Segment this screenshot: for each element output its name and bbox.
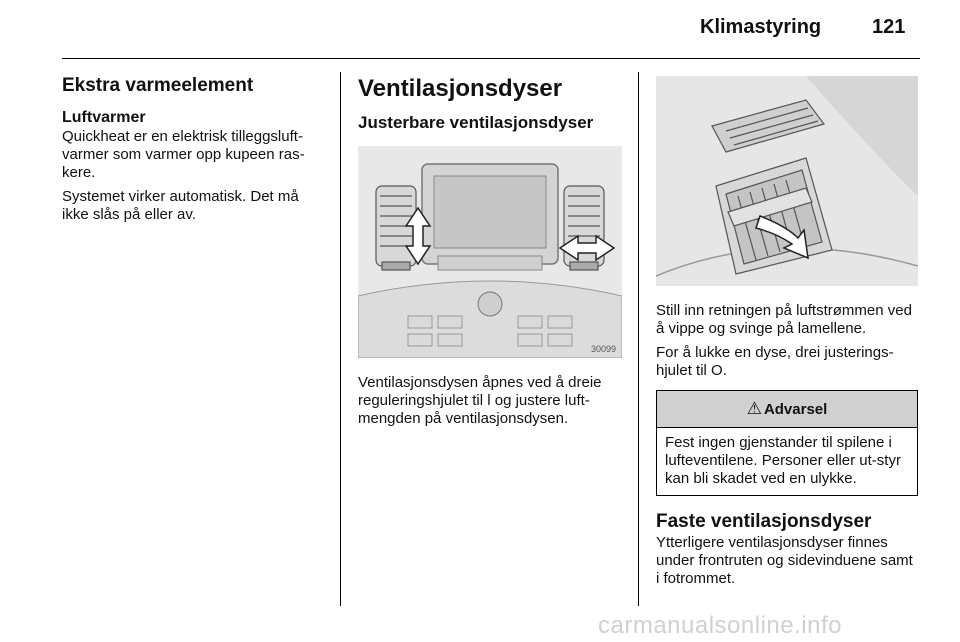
column-divider-1 — [340, 72, 341, 606]
section-heading: Ekstra varmeelement — [62, 75, 254, 96]
warning-triangle-icon: ⚠ — [746, 399, 762, 418]
section-heading: Ventilasjonsdyser — [358, 75, 563, 102]
subsection-heading: Justerbare ventilasjonsdyser — [358, 113, 594, 132]
paragraph: Ytterligere ventilasjonsdyser finnes under frontruten og sidevinduene samt i fotrommet. — [656, 534, 913, 587]
column-3-text-bottom — [656, 510, 920, 594]
warning-text: Fest ingen gjenstander til spilene i lufteventilene. Personer eller ut-styr kan bli skadet ved en ulykke. — [665, 434, 901, 487]
column-divider-2 — [638, 72, 639, 606]
page-header-title: Klimastyring — [700, 16, 822, 38]
paragraph: Ventilasjonsdysen åpnes ved å dreie reguleringshjulet til l og justere luft-mengden på ventilasjonsdysen. — [358, 374, 602, 427]
warning-title: Advarsel — [763, 400, 828, 418]
column-2-text-bottom — [358, 374, 624, 434]
paragraph: For å lukke en dyse, drei justerings-hjulet til O. — [656, 344, 894, 379]
subsection-heading: Luftvarmer — [62, 109, 146, 126]
dashboard-illustration-graphic — [358, 146, 622, 358]
warning-header — [657, 391, 917, 428]
paragraph: Systemet virker automatisk. Det må ikke slås på eller av. — [62, 188, 299, 223]
column-3-text — [656, 302, 920, 386]
dashboard-vents-illustration — [358, 146, 622, 358]
header-rule — [62, 58, 920, 59]
paragraph: Still inn retningen på luftstrømmen ved å vippe og svinge på lamellene. — [656, 302, 912, 337]
page-number: 121 — [872, 16, 906, 38]
paragraph: Quickheat er en elektrisk tilleggsluft-varmer som varmer opp kupeen ras-kere. — [62, 128, 305, 181]
column-1 — [62, 74, 328, 230]
column-2-text-top — [358, 74, 624, 134]
watermark: carmanualsonline.info — [598, 612, 842, 639]
section-heading: Faste ventilasjonsdyser — [656, 511, 872, 532]
warning-box — [656, 390, 918, 496]
side-vent-graphic — [656, 76, 918, 286]
side-vent-illustration — [656, 76, 918, 286]
figure-number: 30099 — [590, 344, 616, 354]
